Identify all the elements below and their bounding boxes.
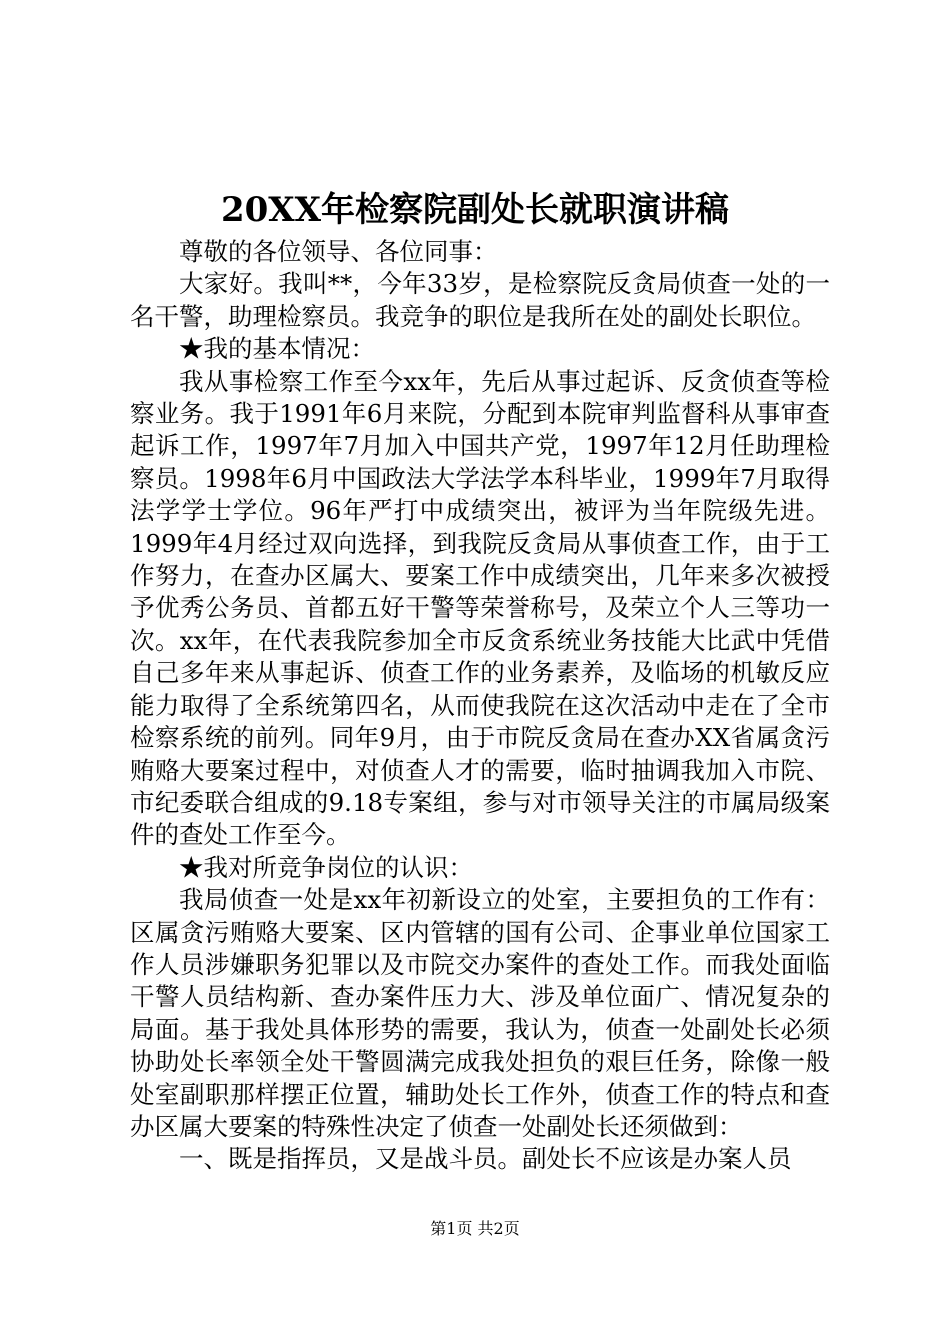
document-title: 20XX年检察院副处长就职演讲稿 [220, 190, 730, 230]
paragraph-position-view: 我局侦查一处是xx年初新设立的处室，主要担负的工作有：区属贪污贿赂大要案、区内管辖的国有公司、企事业单位国家工作人员涉嫌职务犯罪以及市院交办案件的查处工作。而我处面临干警人员结构新、查办案件压力大、涉及单位面广、情况复杂的局面。基于我处具体形势的需要，我认为，侦查一处副处长必须协助处长率领全处干警圆满完成我处担负的艰巨任务，除像一般处室副职那样摆正位置，辅助处长工作外，侦查工作的特点和查办区属大要案的特殊性决定了侦查一处副处长还须做到： [130, 885, 830, 1141]
paragraph-introduction: 大家好。我叫**，今年33岁，是检察院反贪局侦查一处的一名干警，助理检察员。我竞争的职位是我所在处的副处长职位。 [130, 269, 830, 331]
paragraph-salutation: 尊敬的各位领导、各位同事： [179, 237, 498, 266]
page-footer: 第1页 共2页 [430, 1219, 520, 1238]
paragraph-heading-basic-info: ★我的基本情况： [179, 334, 375, 364]
paragraph-point-one: 一、既是指挥员，又是战斗员。副处长不应该是办案人员 [179, 1144, 792, 1174]
paragraph-basic-info: 我从事检察工作至今xx年，先后从事过起诉、反贪侦查等检察业务。我于1991年6月来院，分配到本院审判监督科从事审查起诉工作，1997年7月加入中国共产党，1997年12月任助理检察员。1998年6月中国政法大学法学本科毕业，1999年7月取得法学学士学位。96年严打中成绩突出，被评为当年院级先进。1999年4月经过双向选择，到我院反贪局从事侦查工作，由于工作努力，在查办区属大、要案工作中成绩突出，几年来多次被授予优秀公务员、首都五好干警等荣誉称号，及荣立个人三等功一次。xx年，在代表我院参加全市反贪系统业务技能大比武中凭借自己多年来从事起诉、侦查工作的业务素养，及临场的机敏反应能力取得了全系统第四名，从而使我院在这次活动中走在了全市检察系统的前列。同年9月，由于市院反贪局在查办XX省属贪污贿赂大要案过程中，对侦查人才的需要，临时抽调我加入市院、市纪委联合组成的9.18专案组，参与对市领导关注的市属局级案件的查处工作至今。 [130, 366, 830, 850]
paragraph-heading-position-view: ★我对所竞争岗位的认识： [179, 852, 473, 882]
document-body [130, 236, 830, 1176]
